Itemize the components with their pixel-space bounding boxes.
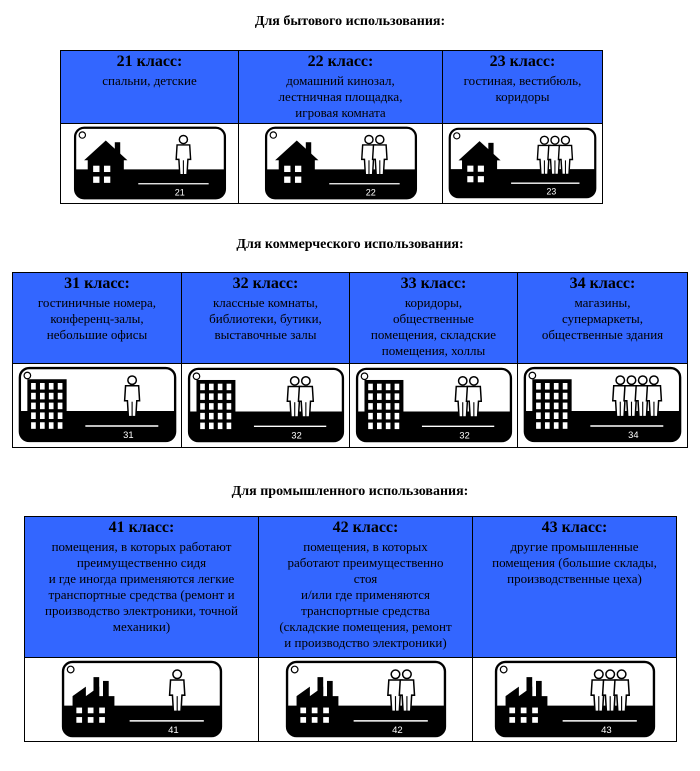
class-header xyxy=(473,517,676,657)
class-cell-32 xyxy=(182,273,350,447)
class-header xyxy=(25,517,258,657)
class-pictogram xyxy=(355,367,513,443)
class-description-line: общественные xyxy=(393,311,474,326)
class-description-line: транспортные средства xyxy=(301,603,430,618)
class-header xyxy=(518,273,687,363)
class-description-line: механики) xyxy=(112,619,171,634)
class-pictogram-area xyxy=(25,657,258,739)
class-pictogram xyxy=(448,127,597,199)
table-domestic xyxy=(60,50,603,204)
class-code-label: 34 xyxy=(628,430,639,441)
class-description-line: выставочные залы xyxy=(214,327,317,342)
class-description-line: помещения, в которых xyxy=(303,539,428,554)
office-icon xyxy=(532,379,571,433)
class-cell-23 xyxy=(443,51,602,203)
table-industrial xyxy=(24,516,677,742)
class-description-line: и производство электроники) xyxy=(284,635,447,650)
class-code-label: 32 xyxy=(458,429,470,440)
class-title: 42 класс: xyxy=(332,519,399,536)
class-title: 34 класс: xyxy=(569,275,636,292)
class-description-line: домашний кинозал, xyxy=(286,73,395,88)
class-pictogram-area xyxy=(182,363,349,445)
class-description-line: игровая комната xyxy=(295,105,386,120)
class-pictogram xyxy=(187,367,345,443)
class-description-line: конференц-залы, xyxy=(50,311,144,326)
class-header xyxy=(239,51,442,123)
class-description-line: помещения (большие склады, xyxy=(492,555,657,570)
corner-circle-icon xyxy=(361,373,367,379)
class-cell-21 xyxy=(61,51,239,203)
office-icon xyxy=(196,379,235,433)
class-cell-34 xyxy=(518,273,687,447)
people-icon xyxy=(537,136,572,174)
class-description-line: производственные цеха) xyxy=(507,571,642,586)
corner-circle-icon xyxy=(500,666,507,673)
class-cell-43 xyxy=(473,517,676,741)
class-header xyxy=(259,517,472,657)
class-pictogram-area xyxy=(518,363,687,445)
class-pictogram xyxy=(490,660,660,738)
class-description-line: магазины, xyxy=(574,295,631,310)
class-description-line: и/или где применяются xyxy=(300,587,431,602)
class-header xyxy=(13,273,181,363)
class-description-line: спальни, детские xyxy=(102,73,197,88)
class-title: 31 класс: xyxy=(64,275,130,292)
class-title: 21 класс: xyxy=(116,53,183,70)
class-pictogram xyxy=(66,126,234,200)
class-description-line: и где иногда применяются легкие xyxy=(48,571,235,586)
class-code-label: 41 xyxy=(167,724,179,736)
class-pictogram-area xyxy=(61,123,238,201)
class-code-label: 31 xyxy=(122,430,134,441)
heading-industrial: Для промышленного использования: xyxy=(231,484,469,499)
class-cell-33 xyxy=(350,273,518,447)
class-description-line: (складские помещения, ремонт xyxy=(279,619,452,634)
corner-circle-icon xyxy=(67,666,74,673)
class-description-line: гостиничные номера, xyxy=(37,295,157,310)
class-description-line: преимущественно сидя xyxy=(76,555,207,570)
class-description-line: супермаркеты, xyxy=(562,311,643,326)
table-commercial xyxy=(12,272,688,448)
office-icon xyxy=(364,379,403,433)
class-pictogram-area xyxy=(239,123,442,201)
class-description-line: коридоры xyxy=(495,89,550,104)
class-description-line: производство электроники, точной xyxy=(45,603,238,618)
class-cell-22 xyxy=(239,51,443,203)
people-icon xyxy=(591,669,629,710)
class-description-line: стоя xyxy=(353,571,378,586)
class-description-line: помещения, складские xyxy=(370,327,497,342)
office-icon xyxy=(27,379,66,433)
class-description-line: коридоры, xyxy=(404,295,463,310)
class-title: 43 класс: xyxy=(541,519,608,536)
class-title: 23 класс: xyxy=(489,53,556,70)
class-cell-41 xyxy=(25,517,259,741)
corner-circle-icon xyxy=(291,666,298,673)
class-title: 33 класс: xyxy=(400,275,467,292)
class-pictogram-area xyxy=(350,363,517,445)
class-title: 32 класс: xyxy=(232,275,299,292)
corner-circle-icon xyxy=(24,372,31,379)
class-cell-42 xyxy=(259,517,473,741)
class-header xyxy=(182,273,349,363)
class-description-line: транспортные средства (ремонт и xyxy=(48,587,235,602)
class-pictogram xyxy=(256,126,426,200)
class-code-label: 23 xyxy=(546,186,557,197)
class-header xyxy=(61,51,238,123)
class-title: 41 класс: xyxy=(108,519,175,536)
class-pictogram-area xyxy=(259,657,472,739)
class-description-line: помещения, в которых работают xyxy=(51,539,232,554)
class-description-line: классные комнаты, xyxy=(212,295,318,310)
class-description-line: общественные здания xyxy=(541,327,664,342)
class-code-label: 43 xyxy=(600,724,612,736)
corner-circle-icon xyxy=(193,373,199,379)
class-cell-31 xyxy=(13,273,182,447)
class-title: 22 класс: xyxy=(307,53,374,70)
corner-circle-icon xyxy=(270,131,276,137)
class-pictogram-area xyxy=(443,123,602,201)
corner-circle-icon xyxy=(529,372,536,379)
class-pictogram-area xyxy=(13,363,181,445)
class-pictogram xyxy=(57,660,227,738)
class-pictogram-area xyxy=(473,657,676,739)
class-description-line: небольшие офисы xyxy=(46,327,148,342)
class-header xyxy=(350,273,517,363)
class-code-label: 32 xyxy=(290,429,302,440)
class-description-line: библиотеки, бутики, xyxy=(209,311,322,326)
corner-circle-icon xyxy=(454,132,460,138)
class-description-line: помещения, холлы xyxy=(381,343,486,358)
heading-commercial: Для коммерческого использования: xyxy=(236,237,464,252)
class-code-label: 22 xyxy=(365,186,376,197)
heading-domestic: Для бытового использования: xyxy=(254,14,446,29)
class-code-label: 42 xyxy=(391,724,403,736)
corner-circle-icon xyxy=(79,131,85,137)
class-description-line: лестничная площадка, xyxy=(278,89,403,104)
class-description-line: гостиная, вестибюль, xyxy=(463,73,582,88)
class-pictogram xyxy=(18,366,177,443)
class-code-label: 21 xyxy=(174,186,185,197)
class-pictogram xyxy=(281,660,451,738)
class-description-line: работают преимущественно xyxy=(287,555,444,570)
class-pictogram xyxy=(523,366,682,443)
class-header xyxy=(443,51,602,123)
class-description-line: другие промышленные xyxy=(510,539,639,554)
